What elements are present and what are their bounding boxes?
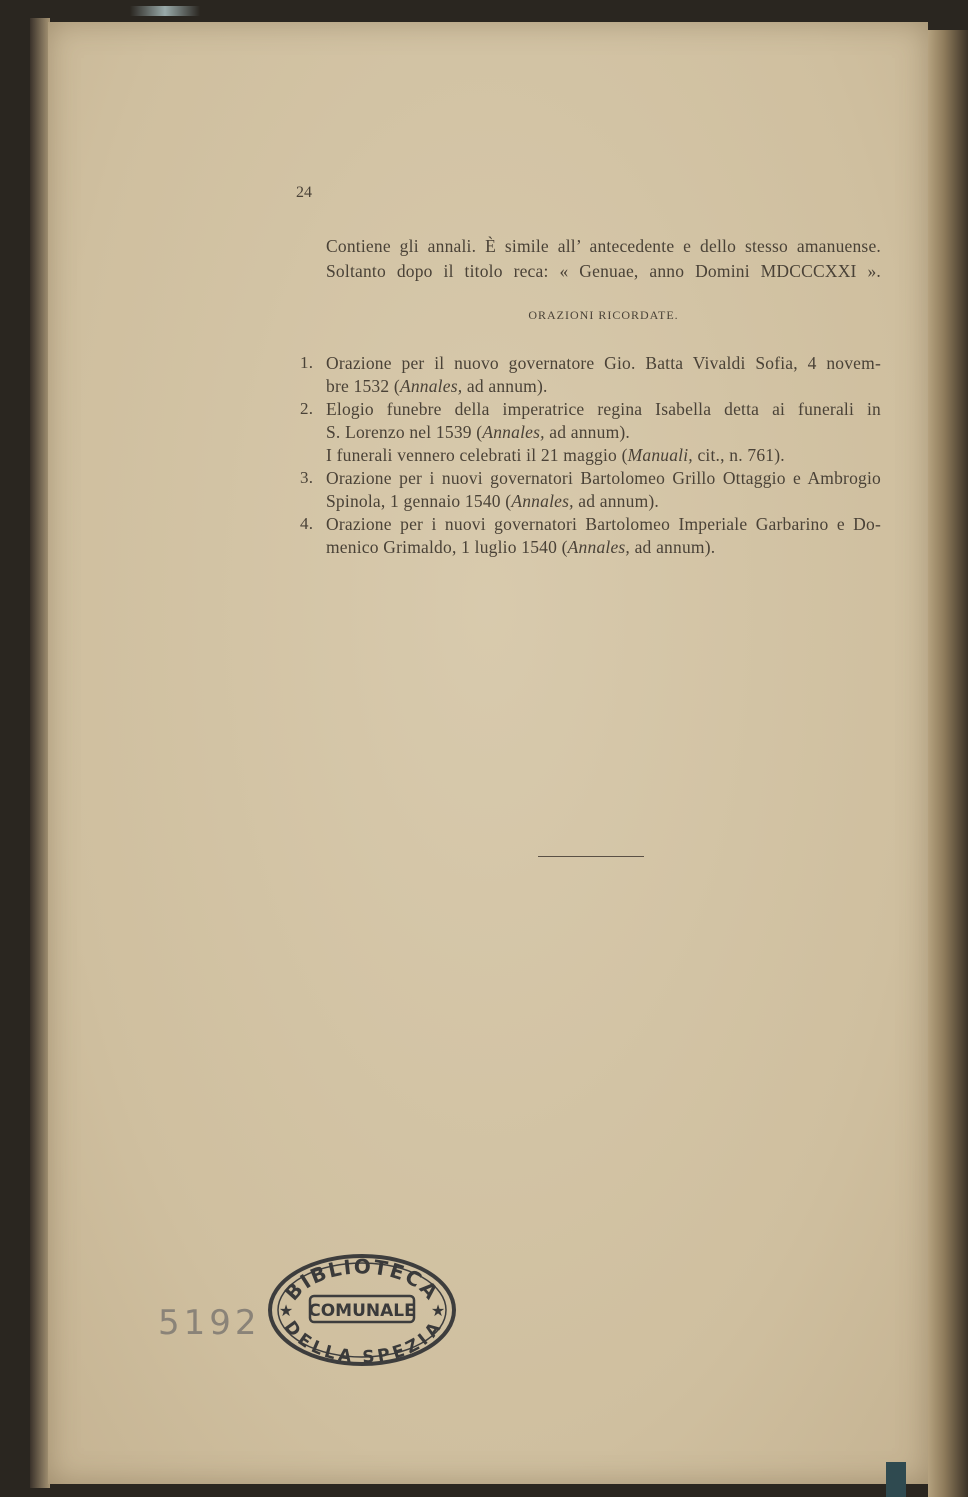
item-3-line-1: Orazione per i nuovi governatori Bartolomeo Grillo Ottaggio e Ambrogio bbox=[326, 468, 881, 488]
library-stamp bbox=[266, 1252, 458, 1368]
intro-line-2: Soltanto dopo il titolo reca: « Genuae, anno Domini MDCCCXXI ». bbox=[326, 261, 881, 281]
text-span: I funerali vennero celebrati il 21 maggio ( bbox=[326, 445, 628, 465]
italic-source: Annales, bbox=[511, 491, 574, 511]
text-span: ad annum). bbox=[544, 422, 630, 442]
item-number: 2. bbox=[300, 399, 314, 418]
item-2-line-1: Elogio funebre della imperatrice regina Isabella detta ai funerali in bbox=[326, 399, 881, 419]
item-2-line-2 bbox=[326, 422, 630, 443]
text-span: Spinola, 1 gennaio 1540 ( bbox=[326, 491, 512, 511]
section-heading: ORAZIONI RICORDATE. bbox=[528, 308, 679, 322]
item-3-line-2 bbox=[326, 491, 659, 512]
text-span: cit., n. 761). bbox=[692, 445, 785, 465]
italic-source: Manuali, bbox=[627, 445, 693, 465]
end-rule bbox=[538, 856, 644, 857]
item-number: 3. bbox=[300, 468, 314, 487]
star-icon: ★ bbox=[430, 1303, 446, 1320]
stamp-center-text: COMUNALE bbox=[308, 1301, 416, 1321]
text-span: menico Grimaldo, 1 luglio 1540 ( bbox=[326, 537, 568, 557]
item-1-line-1: Orazione per il nuovo governatore Gio. Batta Vivaldi Sofia, 4 novem- bbox=[326, 353, 881, 373]
text-span: ad annum). bbox=[573, 491, 659, 511]
book-page-edge bbox=[928, 30, 968, 1497]
stamp-bottom-text: DELLA SPEZIA bbox=[279, 1317, 447, 1368]
italic-source: Annales, bbox=[567, 537, 631, 557]
inventory-number: 5192 bbox=[158, 1303, 261, 1343]
text-span: ad annum). bbox=[630, 537, 716, 557]
italic-source: Annales, bbox=[482, 422, 545, 442]
star-icon: ★ bbox=[278, 1303, 294, 1320]
item-number: 1. bbox=[300, 353, 314, 372]
page-number: 24 bbox=[296, 184, 312, 201]
intro-line-1: Contiene gli annali. È simile all’ antecedente e dello stesso amanuense. bbox=[326, 236, 881, 256]
item-2-line-3 bbox=[326, 445, 785, 466]
book-spine-edge bbox=[30, 18, 50, 1488]
item-4-line-1: Orazione per i nuovi governatori Bartolomeo Imperiale Garbarino e Do- bbox=[326, 514, 881, 534]
text-span: bre 1532 ( bbox=[326, 376, 400, 396]
item-number: 4. bbox=[300, 514, 314, 533]
item-4-line-2 bbox=[326, 537, 715, 558]
text-span: ad annum). bbox=[462, 376, 548, 396]
italic-source: Annales, bbox=[399, 376, 463, 396]
item-1-line-2 bbox=[326, 376, 548, 397]
top-mark bbox=[130, 6, 200, 16]
text-span: S. Lorenzo nel 1539 ( bbox=[326, 422, 483, 442]
bookmark-ribbon bbox=[886, 1462, 906, 1497]
stamp-top-text: BIBLIOTECA bbox=[279, 1254, 445, 1306]
